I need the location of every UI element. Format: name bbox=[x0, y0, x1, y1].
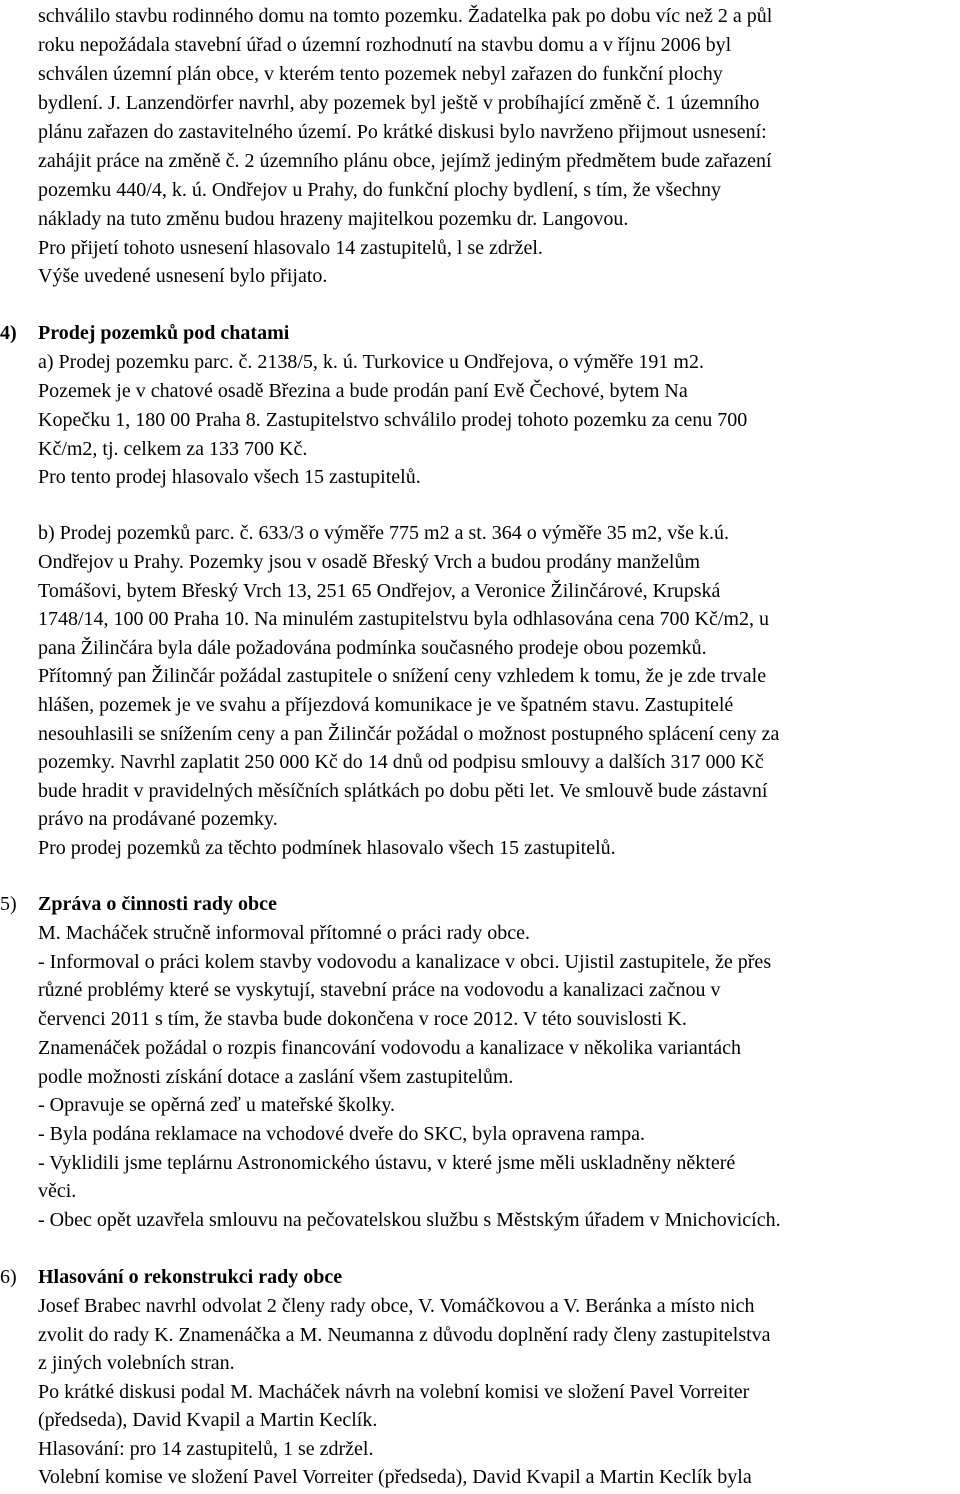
section-4b-line: pozemky. Navrhl zaplatit 250 000 Kč do 14 dnů od podpisu smlouvy a dalších 317 000 Kč bbox=[38, 751, 764, 773]
section-4-number: 4) bbox=[0, 322, 17, 344]
section-4b-line: Přítomný pan Žilinčár požádal zastupitele o snížení ceny vzhledem k tomu, že je zde trvale bbox=[38, 665, 767, 687]
intro-line: schválen územní plán obce, v kterém tento pozemek nebyl zařazen do funkční plochy bbox=[38, 63, 723, 85]
section-6-line: Volební komise ve složení Pavel Vorreiter (předseda), David Kvapil a Martin Keclík byla bbox=[38, 1466, 752, 1488]
section-4b-line: nesouhlasili se snížením ceny a pan Žilinčár požádal o možnost postupného splácení ceny za bbox=[38, 723, 780, 745]
section-4b-line: bude hradit v pravidelných měsíčních splátkách po dobu pěti let. Ve smlouvě bude zástavní bbox=[38, 780, 768, 802]
section-5-line: věci. bbox=[38, 1180, 77, 1202]
section-6-line: (předseda), David Kvapil a Martin Keclík. bbox=[38, 1409, 378, 1431]
section-4b-line: Ondřejov u Prahy. Pozemky jsou v osadě Břeský Vrch a budou prodány manželům bbox=[38, 551, 701, 573]
intro-line: bydlení. J. Lanzendörfer navrhl, aby pozemek byl ještě v probíhající změně č. 1 územního bbox=[38, 92, 760, 114]
intro-line: Výše uvedené usnesení bylo přijato. bbox=[38, 265, 328, 287]
section-5-line: červenci 2011 s tím, že stavba bude dokončena v roce 2012. V této souvislosti K. bbox=[38, 1008, 687, 1030]
section-4b-line: b) Prodej pozemků parc. č. 633/3 o výměře 775 m2 a st. 364 o výměře 35 m2, vše k.ú. bbox=[38, 522, 729, 544]
section-4a-line: Pro tento prodej hlasovalo všech 15 zastupitelů. bbox=[38, 466, 421, 488]
section-4a-line: Kč/m2, tj. celkem za 133 700 Kč. bbox=[38, 438, 308, 460]
section-6-line: Hlasování: pro 14 zastupitelů, 1 se zdržel. bbox=[38, 1438, 374, 1460]
intro-line: schválilo stavbu rodinného domu na tomto pozemku. Žadatelka pak po dobu víc než 2 a půl bbox=[38, 5, 773, 27]
section-5-line: podle možnosti získání dotace a zaslání všem zastupitelům. bbox=[38, 1066, 514, 1088]
intro-line: pozemku 440/4, k. ú. Ondřejov u Prahy, do funkční plochy bydlení, s tím, že všechny bbox=[38, 179, 722, 201]
intro-line: náklady na tuto změnu budou hrazeny majitelkou pozemku dr. Langovou. bbox=[38, 208, 629, 230]
section-5-line: různé problémy které se vyskytují, stavební práce na vodovodu a kanalizaci začnou v bbox=[38, 979, 721, 1001]
section-6-heading: Hlasování o rekonstrukci rady obce bbox=[38, 1266, 343, 1288]
section-5-line: - Informoval o práci kolem stavby vodovodu a kanalizace v obci. Ujistil zastupitele, že přes bbox=[38, 951, 772, 973]
section-4a-line: a) Prodej pozemku parc. č. 2138/5, k. ú. Turkovice u Ondřejova, o výměře 191 m2. bbox=[38, 351, 704, 373]
section-5-line: - Vyklidili jsme teplárnu Astronomického ústavu, v které jsme měli uskladněny některé bbox=[38, 1152, 736, 1174]
section-6-number: 6) bbox=[0, 1266, 17, 1288]
section-5-line: - Obec opět uzavřela smlouvu na pečovatelskou službu s Městským úřadem v Mnichovicích. bbox=[38, 1209, 781, 1231]
intro-line: Pro přijetí tohoto usnesení hlasovalo 14 zastupitelů, l se zdržel. bbox=[38, 237, 543, 259]
section-4-heading: Prodej pozemků pod chatami bbox=[38, 322, 290, 344]
section-6-line: z jiných volebních stran. bbox=[38, 1352, 235, 1374]
section-6-line: zvolit do rady K. Znamenáčka a M. Neumanna z důvodu doplnění rady členy zastupitelstva bbox=[38, 1324, 771, 1346]
section-5-line: - Byla podána reklamace na vchodové dveře do SKC, byla opravena rampa. bbox=[38, 1123, 645, 1145]
section-4b-line: pana Žilinčára byla dále požadována podmínka současného prodeje obou pozemků. bbox=[38, 637, 707, 659]
section-5-number: 5) bbox=[0, 893, 17, 915]
section-5-heading: Zpráva o činnosti rady obce bbox=[38, 893, 277, 915]
intro-line: zahájit práce na změně č. 2 územního plánu obce, jejímž jediným předmětem bude zařazení bbox=[38, 150, 772, 172]
section-6-line: Po krátké diskusi podal M. Macháček návrh na volební komisi ve složení Pavel Vorreiter bbox=[38, 1381, 750, 1403]
section-4a-line: Kopečku 1, 180 00 Praha 8. Zastupitelstvo schválilo prodej tohoto pozemku za cenu 700 bbox=[38, 409, 748, 431]
section-4b-line: hlášen, pozemek je ve svahu a příjezdová komunikace je ve špatném stavu. Zastupitelé bbox=[38, 694, 734, 716]
section-6-line: Josef Brabec navrhl odvolat 2 členy rady obce, V. Vomáčkovou a V. Beránka a místo nich bbox=[38, 1295, 755, 1317]
intro-line: roku nepožádala stavební úřad o územní rozhodnutí na stavbu domu a v říjnu 2006 byl bbox=[38, 34, 732, 56]
section-4b-line: Pro prodej pozemků za těchto podmínek hlasovalo všech 15 zastupitelů. bbox=[38, 837, 616, 859]
section-4b-line: 1748/14, 100 00 Praha 10. Na minulém zastupitelstvu byla odhlasována cena 700 Kč/m2, u bbox=[38, 608, 769, 630]
section-4b-line: právo na prodávané pozemky. bbox=[38, 808, 278, 830]
section-5-line: Znamenáček požádal o rozpis financování vodovodu a kanalizace v několika variantách bbox=[38, 1037, 742, 1059]
section-5-line: M. Macháček stručně informoval přítomné o práci rady obce. bbox=[38, 922, 531, 944]
section-4a-line: Pozemek je v chatové osadě Březina a bude prodán paní Evě Čechové, bytem Na bbox=[38, 380, 688, 402]
section-4b-line: Tomášovi, bytem Břeský Vrch 13, 251 65 Ondřejov, a Veronice Žilinčárové, Krupská bbox=[38, 580, 721, 602]
section-5-line: - Opravuje se opěrná zeď u mateřské školky. bbox=[38, 1094, 396, 1116]
intro-line: plánu zařazen do zastavitelného území. Po krátké diskusi bylo navrženo přijmout usnesení: bbox=[38, 121, 767, 143]
